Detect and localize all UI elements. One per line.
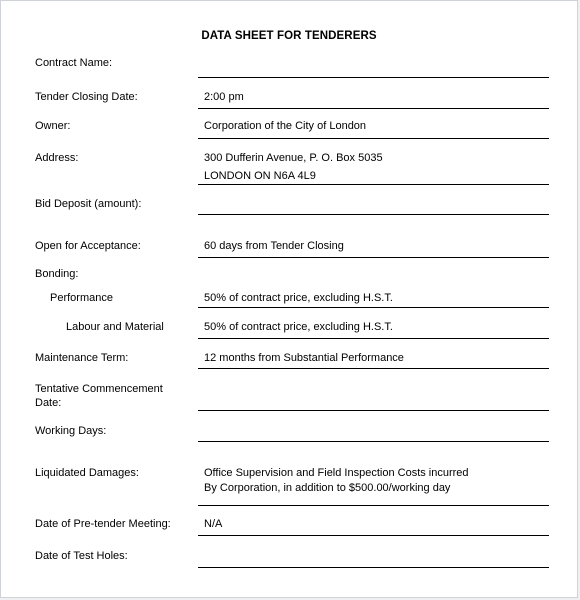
address-value-line1: 300 Dufferin Avenue, P. O. Box 5035 — [204, 152, 383, 164]
open-for-acceptance-line — [198, 257, 549, 258]
owner-value: Corporation of the City of London — [204, 120, 367, 132]
performance-label: Performance — [50, 292, 113, 304]
owner-label: Owner: — [35, 120, 71, 132]
open-for-acceptance-label: Open for Acceptance: — [35, 240, 141, 252]
pretender-meeting-value: N/A — [204, 518, 223, 530]
liquidated-damages-value-line2: By Corporation, in addition to $500.00/working day — [204, 482, 451, 494]
labour-material-line — [198, 338, 549, 339]
labour-material-label: Labour and Material — [66, 321, 164, 333]
bid-deposit-label: Bid Deposit (amount): — [35, 198, 142, 210]
performance-line — [198, 307, 549, 308]
liquidated-damages-label: Liquidated Damages: — [35, 467, 139, 479]
contract-name-line — [198, 77, 549, 78]
open-for-acceptance-value: 60 days from Tender Closing — [204, 240, 344, 252]
bid-deposit-line — [198, 214, 549, 215]
address-value-line2: LONDON ON N6A 4L9 — [204, 170, 316, 182]
tentative-commencement-line — [198, 410, 549, 411]
liquidated-damages-value-line1: Office Supervision and Field Inspection Costs incurred — [204, 467, 469, 479]
page-title: DATA SHEET FOR TENDERERS — [201, 30, 377, 42]
pretender-meeting-label: Date of Pre-tender Meeting: — [35, 518, 171, 530]
pretender-meeting-line — [198, 535, 549, 536]
working-days-line — [198, 441, 549, 442]
contract-name-label: Contract Name: — [35, 57, 113, 69]
maintenance-term-value: 12 months from Substantial Performance — [204, 352, 404, 364]
owner-line — [198, 138, 549, 139]
liquidated-damages-line — [198, 505, 549, 506]
performance-value: 50% of contract price, excluding H.S.T. — [204, 292, 393, 304]
maintenance-term-label: Maintenance Term: — [35, 352, 129, 364]
address-line — [198, 184, 549, 185]
working-days-label: Working Days: — [35, 425, 107, 437]
tentative-commencement-label-line1: Tentative Commencement — [35, 383, 163, 395]
test-holes-label: Date of Test Holes: — [35, 550, 128, 562]
labour-material-value: 50% of contract price, excluding H.S.T. — [204, 321, 393, 333]
bonding-label: Bonding: — [35, 268, 79, 280]
test-holes-line — [198, 567, 549, 568]
maintenance-term-line — [198, 368, 549, 369]
tender-closing-date-value: 2:00 pm — [204, 91, 244, 103]
tender-closing-date-label: Tender Closing Date: — [35, 91, 138, 103]
tentative-commencement-label-line2: Date: — [35, 397, 62, 409]
address-label: Address: — [35, 152, 79, 164]
tender-closing-date-line — [198, 108, 549, 109]
